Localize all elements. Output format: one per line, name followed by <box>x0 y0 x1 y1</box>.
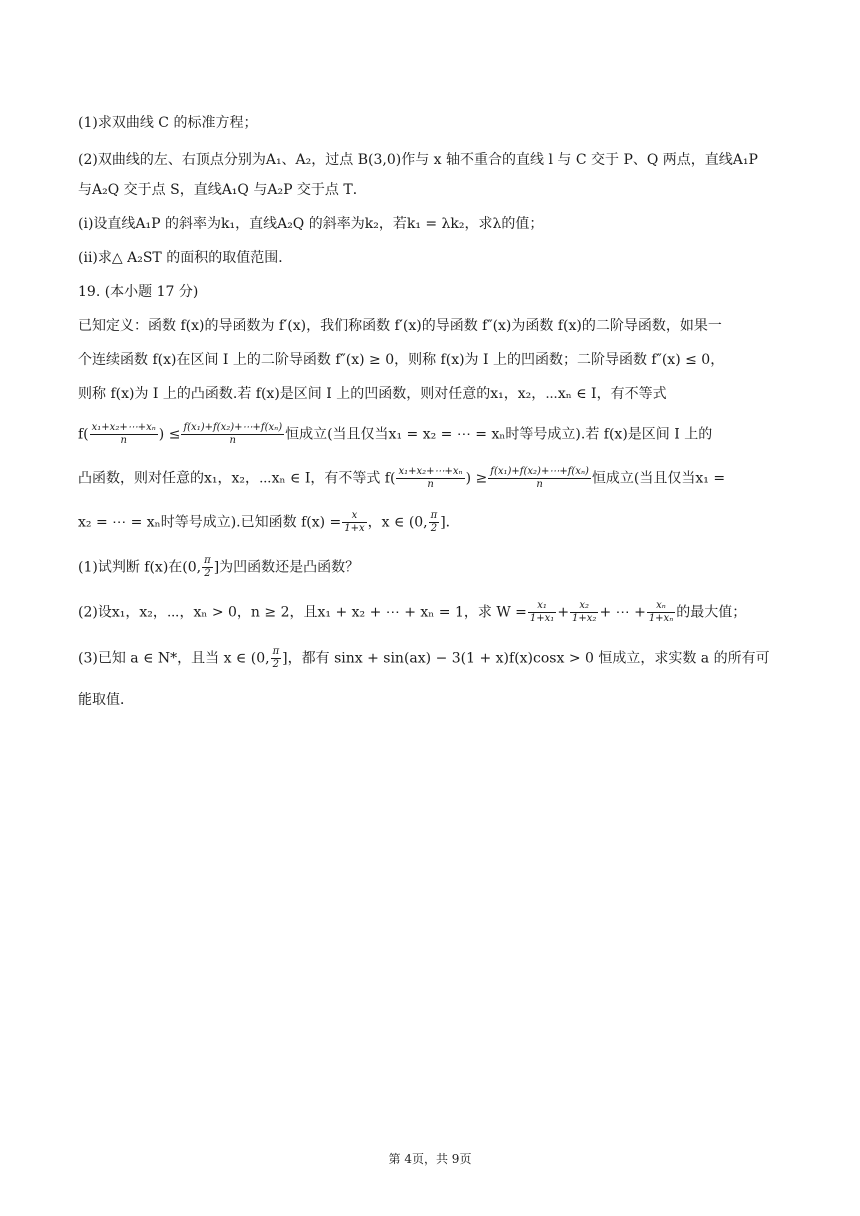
q19-definition-line3: 则称 f(x)为 I 上的凸函数.若 f(x)是区间 I 上的凹函数，则对任意的x₁，x₂，⋯xₙ ∈ I，有不等式 <box>78 386 667 402</box>
q19-part1: (1)试判断 f(x)在(0, $\frac{\pi}{2}$ ]为凹函数还是凸函数？ <box>78 555 360 579</box>
q19-header: 19. (本小题 17 分) <box>78 284 199 300</box>
q19-definition-line2: 个连续函数 f(x)在区间 I 上的二阶导函数 f″(x) ≥ 0，则称 f(x)为 I 上的凹函数；二阶导函数 f″(x) ≤ 0， <box>78 352 725 368</box>
q19-definition-line5: 凸函数，则对任意的x₁，x₂，⋯xₙ ∈ I，有不等式 f( $\frac{\text{x₁+x₂+⋯+xₙ}}{n}$ ) ≥ $\frac{\text{f(x₁)+f(x₂)+⋯+f(xₙ)}}{n}$ 恒成立(当且仅当x₁ = <box>78 466 726 490</box>
q18-part2-i: (i)设直线A₁P 的斜率为k₁，直线A₂Q 的斜率为k₂，若k₁ = λk₂，求λ的值； <box>78 216 544 232</box>
q19-part3-line2: 能取值． <box>78 692 134 708</box>
q19-definition-line4: f( $\frac{\text{x₁+x₂+⋯+xₙ}}{n}$ ) ≤ $\frac{\text{f(x₁)+f(x₂)+⋯+f(xₙ)}}{n}$ 恒成立(当且仅当x₁ = x₂ = ⋯ = xₙ时等号成立).若 f(x)是区间 I 上的 <box>78 422 713 446</box>
q19-part2: (2)设x₁，x₂，⋯，xₙ > 0，n ≥ 2，且x₁ + x₂ + ⋯ + xₙ = 1，求 W = $\frac{\text{x₁}}{\text{1+x₁}}$ + $\frac{\text{x₂}}{\text{1+x₂}}$ + ⋯ + $\frac{\text{xₙ}}{\text{1+xₙ}}$ 的最大值； <box>78 600 747 624</box>
q19-part3-line1: (3)已知 a ∈ N*，且当 x ∈ (0, $\frac{\pi}{2}$ ]，都有 sinx + sin(ax) − 3(1 + x)f(x)cosx > 0 恒成立，求实数 a 的所有可 <box>78 646 770 670</box>
page-footer: 第 4页，共 9页 <box>388 1152 472 1166</box>
q18-part2-ii: (ii)求△ A₂ST 的面积的取值范围． <box>78 250 293 266</box>
q19-definition-line1: 已知定义：函数 f(x)的导函数为 f′(x)，我们称函数 f′(x)的导函数 f″(x)为函数 f(x)的二阶导函数，如果一 <box>78 318 722 334</box>
q18-part1: (1)求双曲线 C 的标准方程； <box>78 115 258 131</box>
q18-part2-line2: 与A₂Q 交于点 S，直线A₁Q 与A₂P 交于点 T． <box>78 182 367 198</box>
q18-part2-line1: (2)双曲线的左、右顶点分别为A₁、A₂，过点 B(3,0)作与 x 轴不重合的直线 l 与 C 交于 P、Q 两点，直线A₁P <box>78 152 758 168</box>
q19-definition-line6: x₂ = ⋯ = xₙ时等号成立).已知函数 f(x) = $\frac{x}{1+x}$ ，x ∈ (0, $\frac{\pi}{2}$ ]． <box>78 510 460 534</box>
